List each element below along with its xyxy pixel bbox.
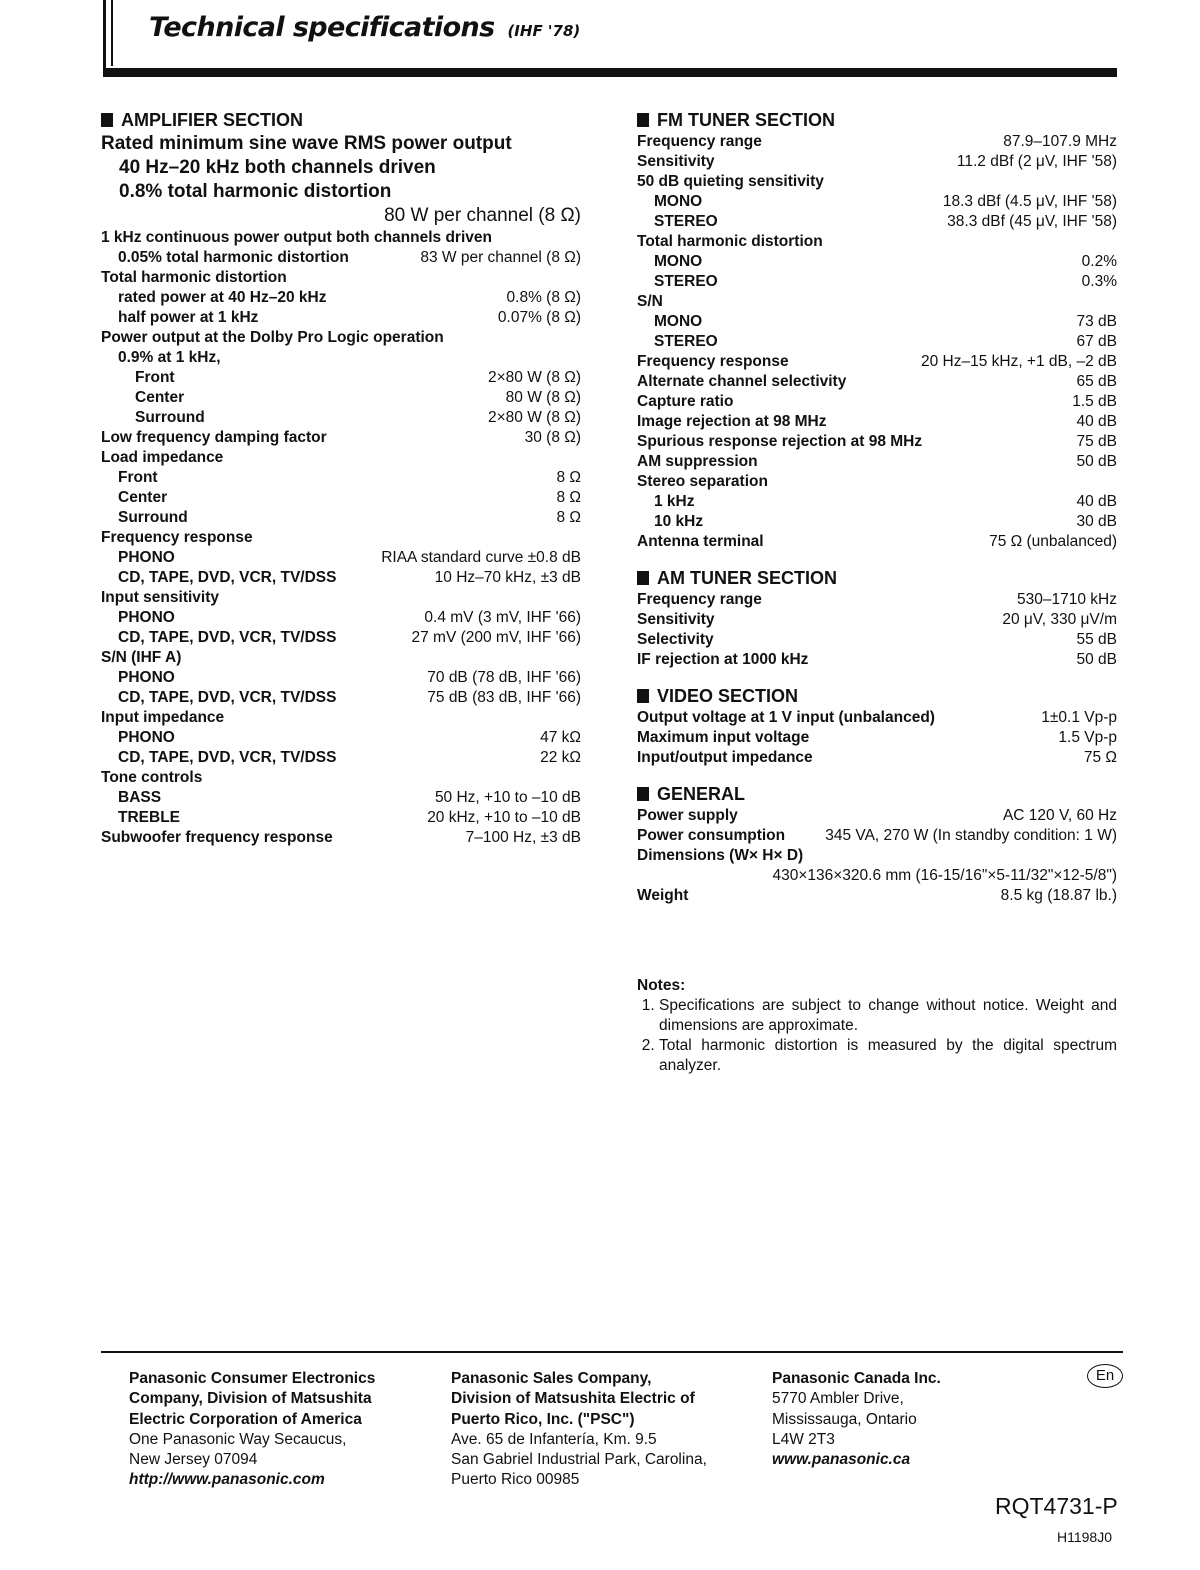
dimensions-value: 430×136×320.6 mm (16-15/16"×5-11/32"×12-5/8") xyxy=(772,867,1117,884)
spec-label: 0.9% at 1 kHz, xyxy=(118,349,221,366)
spec-label: CD, TAPE, DVD, VCR, TV/DSS xyxy=(118,569,337,586)
spec-row xyxy=(101,508,581,528)
address-line: Panasonic Sales Company, xyxy=(451,1370,652,1387)
spec-value: 10 Hz–70 kHz, ±3 dB xyxy=(434,569,581,586)
spec-label: S/N xyxy=(637,293,663,310)
spec-value: 345 VA, 270 W (In standby condition: 1 W) xyxy=(825,827,1117,844)
rated-value: 80 W per channel (8 Ω) xyxy=(384,205,581,226)
spec-row xyxy=(637,252,1117,272)
section-gap xyxy=(637,552,1117,566)
note-item: 2. Total harmonic distortion is measured by the digital spectrum analyzer. xyxy=(659,1036,1117,1076)
address-line: Panasonic Canada Inc. xyxy=(772,1370,941,1387)
spec-value: 80 W (8 Ω) xyxy=(505,389,581,406)
address-line: Division of Matsushita Electric of xyxy=(451,1390,695,1408)
note-item: 1. Specifications are subject to change without notice. Weight and dimensions are approximate. xyxy=(659,996,1117,1036)
bullet-square-icon xyxy=(637,689,649,703)
spec-label: Weight xyxy=(637,887,689,904)
spec-value: 55 dB xyxy=(1076,631,1117,648)
spec-row xyxy=(101,608,581,628)
right-column xyxy=(637,108,1117,906)
spec-value: 1±0.1 Vp-p xyxy=(1041,709,1117,726)
left-column xyxy=(101,108,581,848)
address-line: Puerto Rico, Inc. ("PSC") xyxy=(451,1410,635,1428)
language-badge: En xyxy=(1087,1364,1123,1388)
rated-line-3: 0.8% total harmonic distortion xyxy=(119,181,392,202)
address-line: Panasonic Consumer Electronics xyxy=(129,1370,376,1387)
spec-label: Capture ratio xyxy=(637,393,734,410)
spec-row-weight xyxy=(637,886,1117,906)
spec-row xyxy=(101,448,581,468)
rated-line-1: Rated minimum sine wave RMS power output xyxy=(101,133,512,154)
section-gap xyxy=(637,670,1117,684)
spec-label: STEREO xyxy=(654,333,718,350)
spec-row xyxy=(637,650,1117,670)
website-link[interactable]: http://www.panasonic.com xyxy=(129,1471,325,1489)
notes-list xyxy=(637,996,1117,1076)
spec-value: 0.07% (8 Ω) xyxy=(497,309,581,326)
spec-row xyxy=(637,452,1117,472)
spec-value: 2×80 W (8 Ω) xyxy=(488,409,581,426)
spec-label: 0.05% total harmonic distortion xyxy=(118,249,349,266)
spec-row-power-supply xyxy=(637,806,1117,826)
spec-row xyxy=(637,312,1117,332)
spec-row xyxy=(101,548,581,568)
spec-label: Total harmonic distortion xyxy=(101,269,287,286)
header-left-bar-inner xyxy=(111,0,113,66)
notes xyxy=(637,976,1117,1076)
spec-row xyxy=(637,132,1117,152)
spec-label: Power consumption xyxy=(637,827,786,844)
spec-label: STEREO xyxy=(654,273,718,290)
spec-row xyxy=(101,248,581,268)
spec-value: 20 kHz, +10 to –10 dB xyxy=(427,809,581,826)
spec-row xyxy=(637,748,1117,768)
spec-value: AC 120 V, 60 Hz xyxy=(1002,807,1117,824)
address-line: Company, Division of Matsushita xyxy=(129,1390,372,1408)
spec-label: 1 kHz continuous power output both channels driven xyxy=(101,229,492,246)
spec-row xyxy=(101,828,581,848)
spec-value: 0.4 mV (3 mV, IHF '66) xyxy=(424,609,581,626)
spec-row xyxy=(637,432,1117,452)
spec-row xyxy=(637,532,1117,552)
amplifier-section-title-text: AMPLIFIER SECTION xyxy=(121,110,304,130)
spec-value: 65 dB xyxy=(1076,373,1117,390)
spec-label: PHONO xyxy=(118,729,175,746)
page-title-text: Technical specifications xyxy=(149,12,495,43)
spec-label: Center xyxy=(118,489,168,506)
spec-row xyxy=(637,590,1117,610)
bullet-square-icon xyxy=(637,113,649,127)
spec-value: 67 dB xyxy=(1076,333,1117,350)
address-line: New Jersey 07094 xyxy=(129,1451,258,1469)
general-section-title xyxy=(637,782,1117,806)
document-code: RQT4731-P xyxy=(995,1493,1118,1519)
spec-value: 30 (8 Ω) xyxy=(524,429,581,446)
spec-value: 75 Ω xyxy=(1083,749,1117,766)
spec-label: Load impedance xyxy=(101,449,224,466)
spec-label: 1 kHz xyxy=(654,493,695,510)
spec-row xyxy=(637,512,1117,532)
spec-row xyxy=(637,332,1117,352)
header-rule xyxy=(103,68,1117,77)
spec-row xyxy=(637,472,1117,492)
spec-row xyxy=(637,172,1117,192)
spec-row xyxy=(101,428,581,448)
spec-value: 0.3% xyxy=(1081,273,1117,290)
spec-value: 2×80 W (8 Ω) xyxy=(488,369,581,386)
address-canada xyxy=(772,1369,992,1470)
spec-value: 50 dB xyxy=(1076,453,1117,470)
address-line: San Gabriel Industrial Park, Carolina, xyxy=(451,1451,707,1469)
spec-label: Input impedance xyxy=(101,709,225,726)
spec-value: 75 Ω (unbalanced) xyxy=(989,533,1117,550)
spec-label: AM suppression xyxy=(637,453,758,470)
spec-label: PHONO xyxy=(118,549,175,566)
am-section-title xyxy=(637,566,1117,590)
spec-label: MONO xyxy=(654,253,703,270)
spec-row xyxy=(637,372,1117,392)
spec-label: Total harmonic distortion xyxy=(637,233,823,250)
spec-label: Sensitivity xyxy=(637,153,715,170)
header-left-bar xyxy=(103,0,106,72)
spec-value: 73 dB xyxy=(1076,313,1117,330)
address-line: One Panasonic Way Secaucus, xyxy=(129,1430,347,1448)
amplifier-spec-list xyxy=(101,228,581,848)
spec-label: Dimensions (W× H× D) xyxy=(637,847,804,864)
spec-row xyxy=(101,468,581,488)
spec-row xyxy=(637,630,1117,650)
spec-row xyxy=(101,768,581,788)
spec-value: 8 Ω xyxy=(556,509,581,526)
spec-row xyxy=(101,688,581,708)
spec-label: STEREO xyxy=(654,213,718,230)
spec-label: Input sensitivity xyxy=(101,589,219,606)
spec-row xyxy=(637,492,1117,512)
spec-value: 75 dB xyxy=(1076,433,1117,450)
spec-label: Stereo separation xyxy=(637,473,768,490)
spec-label: Selectivity xyxy=(637,631,714,648)
spec-row xyxy=(637,610,1117,630)
spec-label: CD, TAPE, DVD, VCR, TV/DSS xyxy=(118,629,337,646)
bullet-square-icon xyxy=(101,113,113,127)
spec-label: Frequency range xyxy=(637,591,762,608)
spec-label: rated power at 40 Hz–20 kHz xyxy=(118,289,327,306)
spec-value: 8 Ω xyxy=(556,469,581,486)
spec-row xyxy=(101,808,581,828)
spec-value: 8 Ω xyxy=(556,489,581,506)
page-header xyxy=(103,0,1117,78)
page-title-subtitle: (IHF '78) xyxy=(507,22,581,40)
section-gap xyxy=(637,768,1117,782)
spec-value: 83 W per channel (8 Ω) xyxy=(420,249,581,266)
spec-row xyxy=(101,708,581,728)
spec-label: Surround xyxy=(118,509,188,526)
spec-value: RIAA standard curve ±0.8 dB xyxy=(381,549,581,566)
spec-label: Spurious response rejection at 98 MHz xyxy=(637,433,923,450)
spec-row xyxy=(637,152,1117,172)
spec-value: 11.2 dBf (2 μV, IHF '58) xyxy=(956,153,1117,170)
video-section-title xyxy=(637,684,1117,708)
spec-label: Output voltage at 1 V input (unbalanced) xyxy=(637,709,935,726)
spec-label: Center xyxy=(135,389,185,406)
spec-row xyxy=(101,388,581,408)
video-section-title-text: VIDEO SECTION xyxy=(657,686,799,706)
spec-row xyxy=(101,648,581,668)
spec-label: Alternate channel selectivity xyxy=(637,373,847,390)
spec-label: Power supply xyxy=(637,807,738,824)
spec-label: Subwoofer frequency response xyxy=(101,829,333,846)
fm-section-title xyxy=(637,108,1117,132)
spec-row xyxy=(101,628,581,648)
spec-row xyxy=(101,668,581,688)
spec-label: BASS xyxy=(118,789,162,806)
spec-label: Input/output impedance xyxy=(637,749,813,766)
document-subcode: H1198J0 xyxy=(1057,1529,1113,1545)
spec-row xyxy=(101,268,581,288)
bullet-square-icon xyxy=(637,571,649,585)
notes-title: Notes: xyxy=(637,977,686,994)
spec-label: Antenna terminal xyxy=(637,533,764,550)
bullet-square-icon xyxy=(637,787,649,801)
spec-value: 50 dB xyxy=(1076,651,1117,668)
address-line: Mississauga, Ontario xyxy=(772,1410,917,1428)
am-spec-list xyxy=(637,590,1117,670)
spec-row xyxy=(101,788,581,808)
spec-label: IF rejection at 1000 kHz xyxy=(637,651,809,668)
spec-value: 0.8% (8 Ω) xyxy=(506,289,581,306)
am-section-title-text: AM TUNER SECTION xyxy=(657,568,837,588)
spec-value: 27 mV (200 mV, IHF '66) xyxy=(411,629,581,646)
spec-label: Maximum input voltage xyxy=(637,729,810,746)
spec-label: 50 dB quieting sensitivity xyxy=(637,173,824,190)
spec-value: 70 dB (78 dB, IHF '66) xyxy=(427,669,581,686)
address-line: Ave. 65 de Infantería, Km. 9.5 xyxy=(451,1430,657,1448)
spec-row-dimensions xyxy=(637,846,1117,866)
spec-label: CD, TAPE, DVD, VCR, TV/DSS xyxy=(118,749,337,766)
spec-row xyxy=(101,528,581,548)
spec-label: Low frequency damping factor xyxy=(101,429,327,446)
spec-row xyxy=(101,728,581,748)
spec-value: 50 Hz, +10 to –10 dB xyxy=(434,789,581,806)
spec-value: 1.5 dB xyxy=(1072,393,1117,410)
spec-row xyxy=(637,392,1117,412)
spec-label: Frequency range xyxy=(637,133,762,150)
spec-label: Surround xyxy=(135,409,205,426)
spec-row xyxy=(637,352,1117,372)
spec-label: CD, TAPE, DVD, VCR, TV/DSS xyxy=(118,689,337,706)
spec-value: 75 dB (83 dB, IHF '66) xyxy=(427,689,581,706)
spec-value: 20 μV, 330 μV/m xyxy=(1002,611,1117,628)
spec-label: PHONO xyxy=(118,609,175,626)
spec-row xyxy=(637,232,1117,252)
spec-value: 1.5 Vp-p xyxy=(1058,729,1117,746)
spec-label: half power at 1 kHz xyxy=(118,309,259,326)
spec-value: 47 kΩ xyxy=(540,729,581,746)
spec-value: 38.3 dBf (45 μV, IHF '58) xyxy=(947,213,1117,230)
spec-label: MONO xyxy=(654,313,703,330)
spec-value: 0.2% xyxy=(1081,253,1117,270)
spec-row xyxy=(637,192,1117,212)
spec-value: 8.5 kg (18.87 lb.) xyxy=(1000,887,1117,904)
spec-label: Tone controls xyxy=(101,769,203,786)
spec-row xyxy=(101,488,581,508)
address-line: Puerto Rico 00985 xyxy=(451,1471,580,1489)
amplifier-section-title xyxy=(101,108,581,132)
spec-label: Frequency response xyxy=(637,353,789,370)
spec-row xyxy=(101,748,581,768)
spec-label: TREBLE xyxy=(118,809,180,826)
spec-row xyxy=(101,568,581,588)
fm-spec-list xyxy=(637,132,1117,552)
spec-label: Front xyxy=(135,369,175,386)
spec-row xyxy=(637,412,1117,432)
spec-label: 10 kHz xyxy=(654,513,704,530)
spec-label: S/N (IHF A) xyxy=(101,649,182,666)
spec-value: 20 Hz–15 kHz, +1 dB, –2 dB xyxy=(920,353,1117,370)
spec-row xyxy=(101,348,581,368)
spec-row xyxy=(637,272,1117,292)
spec-value: 7–100 Hz, ±3 dB xyxy=(465,829,581,846)
spec-row xyxy=(101,368,581,388)
spec-label: Power output at the Dolby Pro Logic operation xyxy=(101,329,444,346)
spec-row xyxy=(101,588,581,608)
spec-row xyxy=(637,292,1117,312)
footer-rule xyxy=(101,1351,1123,1353)
spec-row xyxy=(101,328,581,348)
website-link[interactable]: www.panasonic.ca xyxy=(772,1451,911,1469)
spec-value: 530–1710 kHz xyxy=(1017,591,1117,608)
spec-value: 40 dB xyxy=(1076,413,1117,430)
spec-label: Sensitivity xyxy=(637,611,715,628)
spec-label: PHONO xyxy=(118,669,175,686)
spec-row xyxy=(101,228,581,248)
spec-value: 87.9–107.9 MHz xyxy=(1003,133,1117,150)
spec-row xyxy=(637,728,1117,748)
spec-row xyxy=(637,212,1117,232)
spec-value: 22 kΩ xyxy=(540,749,581,766)
spec-label: Image rejection at 98 MHz xyxy=(637,413,827,430)
spec-value: 18.3 dBf (4.5 μV, IHF '58) xyxy=(942,193,1117,210)
spec-value: 40 dB xyxy=(1076,493,1117,510)
spec-row-power-consumption xyxy=(637,826,1117,846)
address-usa xyxy=(129,1369,399,1491)
fm-section-title-text: FM TUNER SECTION xyxy=(657,110,835,130)
spec-row xyxy=(101,408,581,428)
spec-value: 30 dB xyxy=(1076,513,1117,530)
spec-label: Frequency response xyxy=(101,529,253,546)
video-spec-list xyxy=(637,708,1117,768)
general-section-title-text: GENERAL xyxy=(657,784,746,804)
spec-row xyxy=(101,288,581,308)
address-line: Electric Corporation of America xyxy=(129,1410,362,1428)
spec-label: MONO xyxy=(654,193,703,210)
spec-row xyxy=(637,708,1117,728)
spec-row xyxy=(101,308,581,328)
spec-label: Front xyxy=(118,469,158,486)
address-puerto-rico xyxy=(451,1369,734,1491)
address-line: L4W 2T3 xyxy=(772,1430,835,1448)
address-line: 5770 Ambler Drive, xyxy=(772,1390,904,1408)
rated-line-2: 40 Hz–20 kHz both channels driven xyxy=(119,157,436,178)
page-title xyxy=(149,12,580,43)
